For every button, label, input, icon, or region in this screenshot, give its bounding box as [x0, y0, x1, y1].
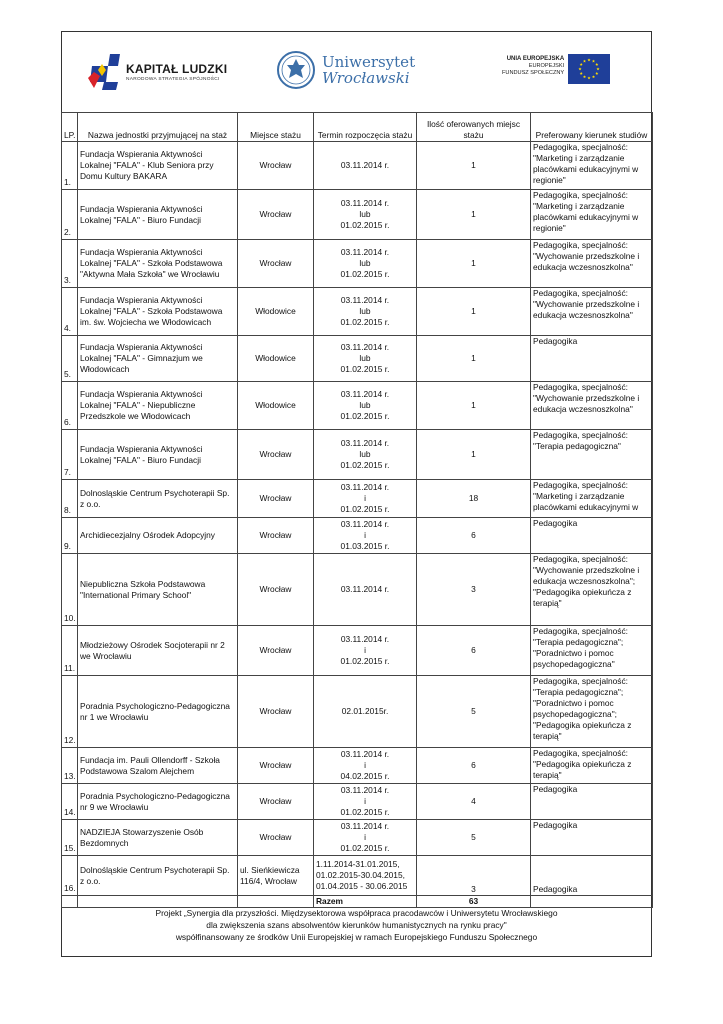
- cell-lp: 13.: [62, 748, 78, 784]
- table-row: [62, 190, 653, 240]
- start-date-line: 01.02.2015 r.: [340, 460, 390, 470]
- cell-field: Pedagogika, specjalność: "Wychowanie przedszkolne i edukacja wczesnoszkolna"; "Pedagogika opiekuńcza z terapią": [531, 554, 653, 626]
- start-date-line: 03.11.2014 r.: [340, 160, 390, 170]
- start-date-line: 01.02.2015 r.: [340, 843, 390, 853]
- cell-start: [314, 554, 417, 626]
- start-date-line: i: [364, 796, 366, 806]
- footer-line3: współfinansowany ze środków Unii Europejskiej w ramach Europejskiego Funduszu Społecznego: [175, 932, 538, 942]
- table-header-row: [62, 113, 653, 142]
- start-date-line: 03.11.2014 r.: [340, 247, 390, 257]
- cell-start: [314, 518, 417, 554]
- start-date-line: 04.02.2015 r.: [340, 771, 390, 781]
- cell-lp: 10.: [62, 554, 78, 626]
- cell-field: Pedagogika: [531, 820, 653, 856]
- cell-place: Wrocław: [238, 190, 314, 240]
- cell-lp: 16.: [62, 856, 78, 896]
- start-date-line: 01.02.2015 r.: [340, 317, 390, 327]
- table-row: [62, 820, 653, 856]
- cell-place: Wrocław: [238, 554, 314, 626]
- start-date-line: i: [364, 530, 366, 540]
- eu-line3: FUNDUSZ SPOŁECZNY: [502, 70, 565, 76]
- cell-start: [314, 336, 417, 382]
- cell-start: [314, 784, 417, 820]
- cell-name: Poradnia Psychologiczno-Pedagogiczna nr 9 we Wrocławiu: [78, 784, 238, 820]
- col-header-count: Ilość oferowanych miejsc stażu: [417, 113, 531, 142]
- cell-start: [314, 748, 417, 784]
- cell-lp: 9.: [62, 518, 78, 554]
- cell-count: 4: [417, 784, 531, 820]
- cell-lp: 7.: [62, 430, 78, 480]
- cell-lp: 6.: [62, 382, 78, 430]
- start-date-line: i: [364, 832, 366, 842]
- cell-count: 6: [417, 518, 531, 554]
- cell-field: Pedagogika, specjalność: "Wychowanie przedszkolne i edukacja wczesnoszkolna": [531, 382, 653, 430]
- cell-field: Pedagogika, specjalność: "Terapia pedagogiczna"; "Poradnictwo i pomoc psychopedagogiczna": [531, 626, 653, 676]
- kapital-ludzki-star-icon: [84, 52, 122, 92]
- cell-lp: 4.: [62, 288, 78, 336]
- cell-place: Włodowice: [238, 382, 314, 430]
- cell-count: 6: [417, 748, 531, 784]
- cell-field: Pedagogika: [531, 336, 653, 382]
- cell-start: [314, 480, 417, 518]
- cell-name: Fundacja Wspierania Aktywności Lokalnej "FALA" - Klub Seniora przy Domu Kultury BAKARA: [78, 142, 238, 190]
- total-value: 63: [417, 896, 531, 908]
- university-seal-icon: [276, 50, 316, 90]
- col-header-field: Preferowany kierunek studiów: [531, 113, 653, 142]
- cell-lp: 1.: [62, 142, 78, 190]
- start-date-line: 03.11.2014 r.: [340, 749, 390, 759]
- table-row: [62, 336, 653, 382]
- university-name-line1: Uniwersytet: [322, 53, 416, 71]
- cell-place: Wrocław: [238, 142, 314, 190]
- start-date-line: 03.11.2014 r.: [340, 342, 390, 352]
- start-date-line: 03.11.2014 r.: [340, 438, 390, 448]
- cell-lp: 8.: [62, 480, 78, 518]
- cell-field: Pedagogika, specjalność: "Marketing i zarządzanie placówkami edukacyjnymi w: [531, 480, 653, 518]
- cell-lp: 5.: [62, 336, 78, 382]
- cell-count: 1: [417, 430, 531, 480]
- cell-count: 3: [417, 554, 531, 626]
- start-date-line: 01.02.2015 r.: [340, 807, 390, 817]
- cell-field: Pedagogika: [531, 856, 653, 896]
- cell-lp: 11.: [62, 626, 78, 676]
- cell-place: Wrocław: [238, 240, 314, 288]
- cell-field: Pedagogika: [531, 518, 653, 554]
- cell-count: 1: [417, 142, 531, 190]
- cell-field: Pedagogika, specjalność: "Terapia pedagogiczna"; "Poradnictwo i pomoc psychopedagogiczna"; "Pedagogika opiekuńcza z terapią": [531, 676, 653, 748]
- university-logo: [276, 50, 415, 90]
- start-date-line: 03.11.2014 r.: [340, 519, 390, 529]
- kl-title: KAPITAŁ LUDZKI: [126, 62, 228, 76]
- eu-line1: UNIA EUROPEJSKA: [506, 56, 565, 62]
- table-row: [62, 784, 653, 820]
- cell-start: [314, 856, 417, 896]
- university-name-line2: Wrocławski: [322, 69, 410, 87]
- table-row: [62, 480, 653, 518]
- cell-place: Wrocław: [238, 820, 314, 856]
- cell-name: Archidiecezjalny Ośrodek Adopcyjny: [78, 518, 238, 554]
- table-row: [62, 856, 653, 896]
- cell-field: Pedagogika, specjalność: "Marketing i zarządzanie placówkami edukacyjnymi w regionie": [531, 190, 653, 240]
- start-date-line: lub: [359, 449, 371, 459]
- footer-line1: Projekt „Synergia dla przyszłości. Międzysektorowa współpraca pracodawców i Uniwersytetu Wrocławskiego: [155, 908, 558, 918]
- start-date-line: 03.11.2014 r.: [340, 634, 390, 644]
- cell-name: Poradnia Psychologiczno-Pedagogiczna nr 1 we Wrocławiu: [78, 676, 238, 748]
- project-footer: [62, 907, 651, 943]
- kapital-ludzki-logo: [84, 52, 227, 92]
- cell-count: 5: [417, 820, 531, 856]
- cell-count: 1: [417, 336, 531, 382]
- start-date-line: 01.02.2015 r.: [340, 656, 390, 666]
- cell-field: Pedagogika: [531, 784, 653, 820]
- table-row: [62, 142, 653, 190]
- col-header-name: Nazwa jednostki przyjmującej na staż: [78, 113, 238, 142]
- cell-start: [314, 382, 417, 430]
- cell-lp: 2.: [62, 190, 78, 240]
- eu-flag-icon: [568, 54, 610, 84]
- cell-start: [314, 190, 417, 240]
- start-date-line: 01.04.2015 - 30.06.2015: [316, 881, 408, 891]
- cell-name: Fundacja im. Pauli Ollendorff - Szkoła Podstawowa Szalom Alejchem: [78, 748, 238, 784]
- start-date-line: 01.03.2015 r.: [340, 541, 390, 551]
- start-date-line: lub: [359, 258, 371, 268]
- cell-name: Fundacja Wspierania Aktywności Lokalnej "FALA" - Niepubliczne Przedszkole we Włodowicach: [78, 382, 238, 430]
- table-row: [62, 676, 653, 748]
- cell-place: Wrocław: [238, 626, 314, 676]
- start-date-line: 03.11.2014 r.: [340, 389, 390, 399]
- cell-place: Wrocław: [238, 748, 314, 784]
- table-row: [62, 748, 653, 784]
- cell-field: Pedagogika, specjalność: "Wychowanie przedszkolne i edukacja wczesnoszkolna": [531, 240, 653, 288]
- cell-lp: 12.: [62, 676, 78, 748]
- start-date-line: 03.11.2014 r.: [340, 198, 390, 208]
- start-date-line: lub: [359, 400, 371, 410]
- start-date-line: 01.02.2015 r.: [340, 364, 390, 374]
- start-date-line: 03.11.2014 r.: [340, 821, 390, 831]
- cell-name: Fundacja Wspierania Aktywności Lokalnej "FALA" - Biuro Fundacji: [78, 190, 238, 240]
- cell-field: Pedagogika, specjalność: "Wychowanie przedszkolne i edukacja wczesnoszkolna": [531, 288, 653, 336]
- cell-name: Młodzieżowy Ośrodek Socjoterapii nr 2 we Wrocławiu: [78, 626, 238, 676]
- cell-lp: 3.: [62, 240, 78, 288]
- start-date-line: 01.02.2015 r.: [340, 411, 390, 421]
- cell-place: Wrocław: [238, 430, 314, 480]
- cell-count: 1: [417, 382, 531, 430]
- cell-place: Wrocław: [238, 518, 314, 554]
- start-date-line: 03.11.2014 r.: [340, 295, 390, 305]
- kl-subtitle: NARODOWA STRATEGIA SPÓJNOŚCI: [126, 77, 220, 82]
- start-date-line: 01.02.2015 r.: [340, 504, 390, 514]
- eu-line2: EUROPEJSKI: [528, 63, 565, 69]
- table-row: [62, 554, 653, 626]
- cell-lp: 15.: [62, 820, 78, 856]
- cell-name: NADZIEJA Stowarzyszenie Osób Bezdomnych: [78, 820, 238, 856]
- cell-start: [314, 676, 417, 748]
- cell-field: Pedagogika, specjalność: "Terapia pedagogiczna": [531, 430, 653, 480]
- cell-count: 6: [417, 626, 531, 676]
- table-row: [62, 288, 653, 336]
- table-row: [62, 240, 653, 288]
- cell-name: Fundacja Wspierania Aktywności Lokalnej "FALA" - Biuro Fundacji: [78, 430, 238, 480]
- cell-start: [314, 288, 417, 336]
- start-date-line: 03.11.2014 r.: [340, 482, 390, 492]
- start-date-line: i: [364, 645, 366, 655]
- col-header-lp: LP.: [62, 113, 78, 142]
- start-date-line: 01.02.2015-30.04.2015,: [316, 870, 405, 880]
- cell-name: Fundacja Wspierania Aktywności Lokalnej "FALA" - Gimnazjum we Włodowicach: [78, 336, 238, 382]
- cell-name: Dolnosląskie Centrum Psychoterapii Sp. z o.o.: [78, 480, 238, 518]
- cell-count: 1: [417, 190, 531, 240]
- cell-start: [314, 626, 417, 676]
- start-date-line: 01.02.2015 r.: [340, 269, 390, 279]
- start-date-line: 02.01.2015r.: [341, 706, 389, 716]
- total-label: Razem: [314, 896, 417, 908]
- table-row: [62, 382, 653, 430]
- start-date-line: lub: [359, 209, 371, 219]
- cell-place: Wrocław: [238, 480, 314, 518]
- cell-start: [314, 240, 417, 288]
- cell-place: Włodowice: [238, 336, 314, 382]
- cell-place: Włodowice: [238, 288, 314, 336]
- cell-lp: 14.: [62, 784, 78, 820]
- start-date-line: 03.11.2014 r.: [340, 785, 390, 795]
- cell-place: Wrocław: [238, 784, 314, 820]
- start-date-line: 1.11.2014-31.01.2015,: [316, 859, 400, 869]
- col-header-start: Termin rozpoczęcia stażu: [314, 113, 417, 142]
- cell-start: [314, 820, 417, 856]
- cell-place: Wrocław: [238, 676, 314, 748]
- internship-table: [61, 112, 653, 908]
- start-date-line: lub: [359, 306, 371, 316]
- cell-count: 5: [417, 676, 531, 748]
- cell-start: [314, 430, 417, 480]
- start-date-line: i: [364, 760, 366, 770]
- start-date-line: i: [364, 493, 366, 503]
- start-date-line: 03.11.2014 r.: [340, 584, 390, 594]
- cell-name: Niepubliczna Szkoła Podstawowa "International Primary School": [78, 554, 238, 626]
- cell-name: Dolnośląskie Centrum Psychoterapii Sp. z o.o.: [78, 856, 238, 896]
- cell-start: [314, 142, 417, 190]
- eu-logo: [502, 54, 610, 84]
- footer-line2: dla zwiększenia szans absolwentów kierunków humanistycznych na rynku pracy": [206, 920, 507, 930]
- cell-name: Fundacja Wspierania Aktywności Lokalnej "FALA" - Szkoła Podstawowa im. św. Wojciecha we Włodowicach: [78, 288, 238, 336]
- table-row: [62, 430, 653, 480]
- cell-name: Fundacja Wspierania Aktywności Lokalnej "FALA" - Szkoła Podstawowa "Aktywna Mała Szkoła" we Wrocławiu: [78, 240, 238, 288]
- table-row: [62, 626, 653, 676]
- cell-count: 18: [417, 480, 531, 518]
- cell-count: 3: [417, 856, 531, 896]
- cell-field: Pedagogika, specjalność: "Pedagogika opiekuńcza z terapią": [531, 748, 653, 784]
- col-header-place: Miejsce stażu: [238, 113, 314, 142]
- start-date-line: lub: [359, 353, 371, 363]
- cell-place: ul. Sieńkiewicza 116/4, Wrocław: [238, 856, 314, 896]
- start-date-line: 01.02.2015 r.: [340, 220, 390, 230]
- cell-count: 1: [417, 288, 531, 336]
- cell-field: Pedagogika, specjalność: "Marketing i zarządzanie placówkami edukacyjnymi w regionie": [531, 142, 653, 190]
- table-row: [62, 518, 653, 554]
- logo-header: [62, 32, 651, 112]
- total-row: [62, 896, 653, 908]
- cell-count: 1: [417, 240, 531, 288]
